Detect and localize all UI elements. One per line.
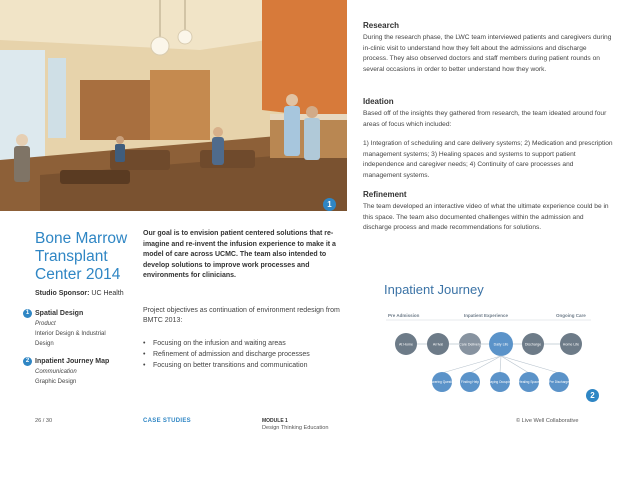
diagram-node (460, 372, 480, 392)
diagram-node (395, 333, 417, 355)
research-body: During the research phase, the LWC team interviewed patients and caregivers during in-clinic visit to understand how they felt about the admissions and discharge process. They also observed doctors and staff members during patient rounds on several occasions in order to better understand how they work. (363, 34, 612, 73)
project-title-line: Center 2014 (35, 266, 121, 283)
svg-text:Daily Life: Daily Life (493, 342, 509, 347)
svg-text:Care Delivery: Care Delivery (459, 342, 481, 347)
refinement-heading: Refinement (363, 190, 407, 199)
ideation-body: Based off of the insights they gathered from research, the team ideated around four areas of focus which included: (363, 110, 607, 128)
inpatient-journey-diagram (366, 272, 606, 402)
section-line: Design (35, 341, 54, 347)
svg-text:At Home: At Home (399, 342, 413, 347)
diagram-node (560, 333, 582, 355)
section-number-1: 1 (23, 309, 32, 318)
diagram-node (488, 372, 513, 392)
diagram-node (522, 333, 544, 355)
section-line: Interior Design & Industrial (35, 331, 106, 337)
phase-label: Ongoing Care (556, 313, 586, 318)
ideation-heading: Ideation (363, 97, 394, 106)
figure-badge-2: 2 (586, 389, 599, 402)
section-details-2 (35, 367, 77, 387)
studio-sponsor (35, 290, 124, 297)
diagram-node (519, 372, 540, 392)
list-item: • Focusing on better transitions and communication (143, 360, 353, 371)
section-details-1 (35, 319, 106, 349)
svg-text:Healing Space: Healing Space (518, 380, 540, 384)
section-subtitle: Communication (35, 369, 77, 375)
goal-statement: Our goal is to envision patient centered solutions that re-imagine and re-invent the infusion experience to make it a model of care across UCMC. The team also intended to develop solutions to improve work processes and environments for clinicians. (143, 230, 336, 279)
project-title-line: Bone Marrow (35, 230, 128, 247)
page-number: 26 / 30 (35, 418, 53, 424)
ideation-areas: 1) Integration of scheduling and care delivery systems; 2) Medication and prescription management systems; 3) Healing spaces and systems to support patient independence and caregiver needs; 4) Continuity of care processes and management systems. (363, 140, 613, 179)
svg-text:Staying Occupied: Staying Occupied (487, 380, 513, 384)
list-item: • Refinement of admission and discharge processes (143, 349, 353, 360)
phase-label: Pre Admission (388, 313, 420, 318)
svg-text:Arrival: Arrival (432, 342, 444, 347)
section-line: Graphic Design (35, 379, 77, 385)
rendering-illustration (0, 0, 347, 211)
sponsor-value: UC Health (91, 290, 124, 297)
hospital-rendering-image (0, 0, 347, 211)
diagram-node (427, 333, 449, 355)
project-title-line: Transplant (35, 248, 108, 265)
copyright: © Live Well Collaborative (516, 418, 579, 424)
objectives-intro: Project objectives as continuation of environment redesign from BMTC 2013: (143, 307, 340, 324)
svg-text:Answering Questions: Answering Questions (426, 380, 458, 384)
module-label: MODULE 1 (262, 418, 288, 424)
section-title-spatial-design: Spatial Design (35, 310, 84, 317)
section-subtitle: Product (35, 321, 56, 327)
diagram-title: Inpatient Journey (384, 282, 484, 297)
footer-section-label: CASE STUDIES (143, 418, 191, 424)
research-heading: Research (363, 21, 400, 30)
section-title-inpatient-journey-map: Inpatient Journey Map (35, 358, 110, 365)
list-item: • Focusing on the infusion and waiting areas (143, 338, 353, 349)
module-name: Design Thinking Education (262, 425, 329, 431)
diagram-node (489, 332, 513, 356)
diagram-node (427, 372, 458, 392)
svg-text:Discharge: Discharge (524, 342, 542, 347)
refinement-body: The team developed an interactive video of what the ultimate experience could be in this space. The team also documented challenges within the admission and discharge process and made recommendations for solutions. (363, 203, 609, 232)
project-title (35, 230, 155, 284)
diagram-node (459, 333, 481, 355)
section-number-2: 2 (23, 357, 32, 366)
sponsor-label: Studio Sponsor: (35, 290, 90, 297)
svg-text:Pre Discharge: Pre Discharge (548, 380, 570, 384)
svg-text:Finding Help: Finding Help (461, 380, 479, 384)
diagram-node (549, 372, 569, 392)
phase-label: Inpatient Experience (464, 313, 509, 318)
svg-text:Home Life: Home Life (562, 342, 580, 347)
figure-badge-1: 1 (323, 198, 336, 211)
objectives-list (143, 338, 353, 371)
